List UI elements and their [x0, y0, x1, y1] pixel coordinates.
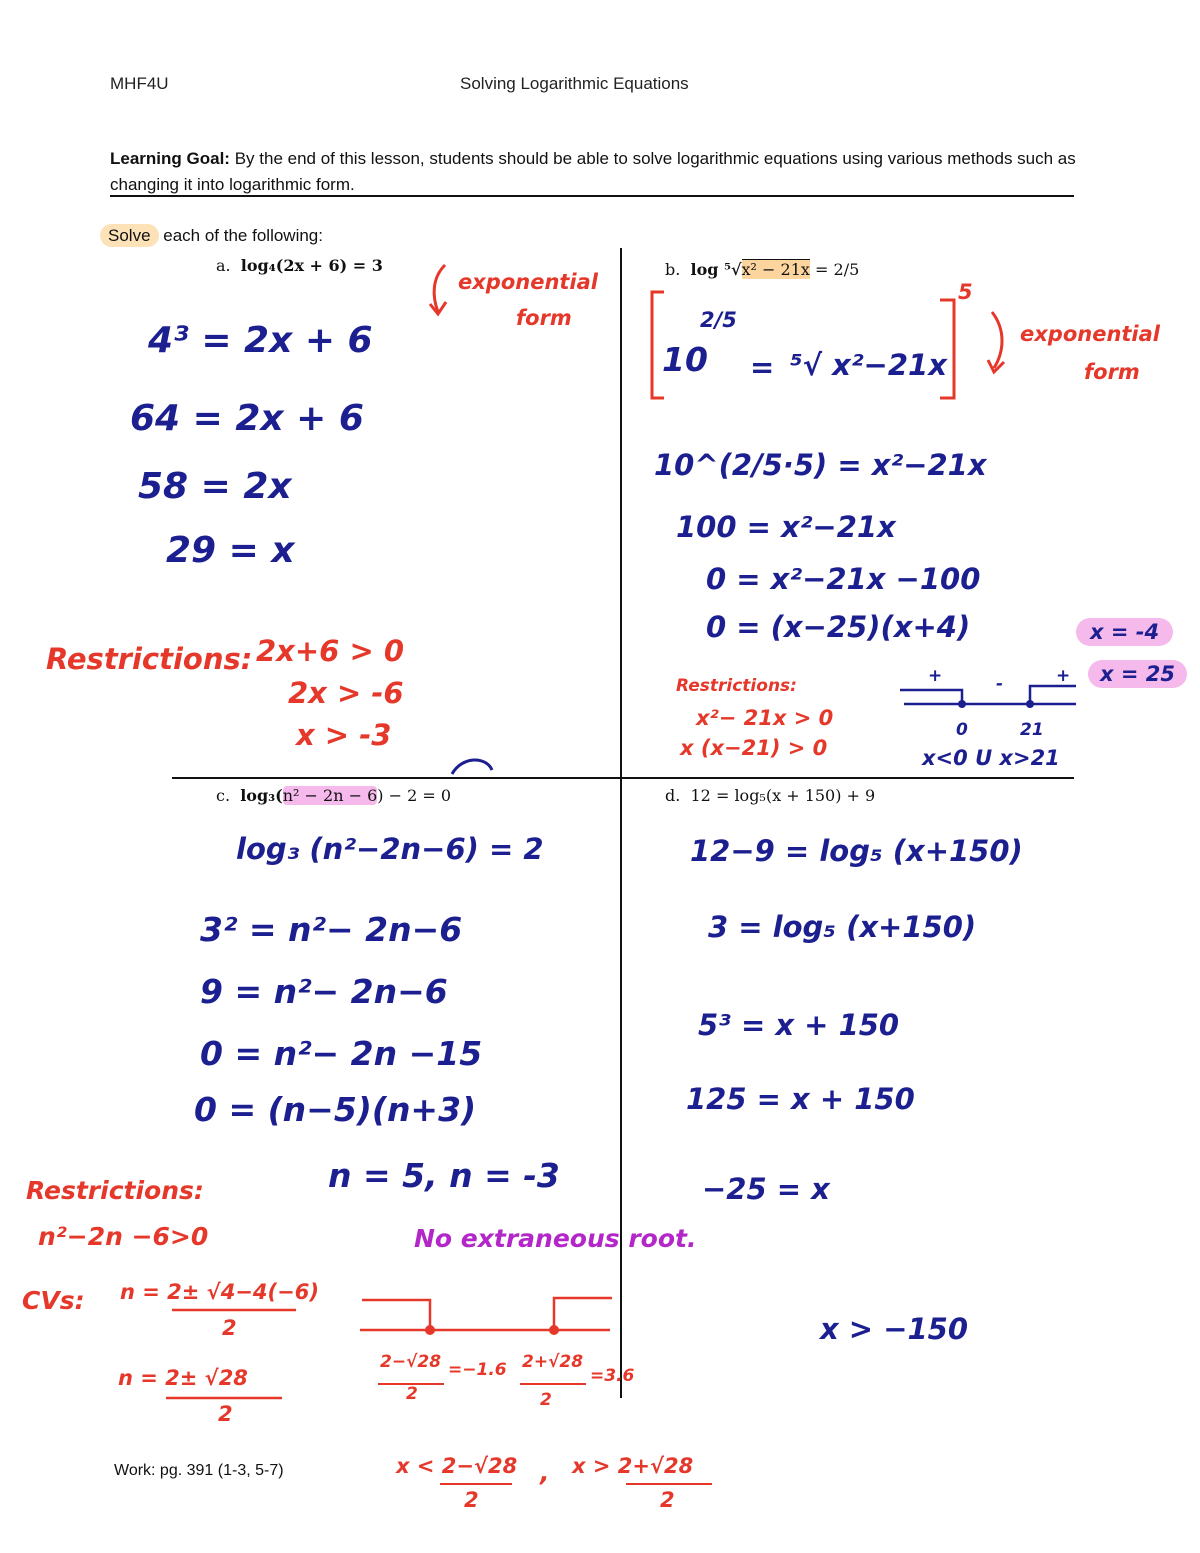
d-step-3: 5³ = x + 150 — [698, 1008, 900, 1042]
a-restriction-1: 2x+6 > 0 — [256, 634, 405, 668]
c-step-4: 0 = n²− 2n −15 — [200, 1034, 483, 1073]
b-note-exponential: exponential — [1020, 322, 1160, 346]
b-point-21 — [1026, 700, 1034, 708]
learning-goal-label: Learning Goal: — [110, 149, 230, 168]
problem-c: c. log₃(n² − 2n − 6) − 2 = 0 — [216, 786, 452, 805]
c-root-den-2: 2 — [540, 1390, 552, 1410]
b-sign-3: + — [1056, 666, 1071, 686]
b-exponent: 2/5 — [700, 308, 737, 332]
c-sign-bar-left — [362, 1300, 430, 1330]
c-root-label-1: 2−√28 — [380, 1352, 442, 1372]
c-cv-1: n = 2± √4−4(−6) — [120, 1280, 319, 1304]
learning-goal-text: By the end of this lesson, students should be able to solve logarithmic equations using various methods such as changing it into logarithmic form. — [110, 149, 1076, 194]
a-restriction-2: 2x > -6 — [288, 676, 404, 710]
b-interval: x<0 U x>21 — [922, 746, 1060, 770]
b-step-4: 0 = (x−25)(x+4) — [706, 610, 971, 644]
c-final-right: x > 2+√28 — [572, 1454, 694, 1478]
course-code: MHF4U — [110, 74, 169, 93]
c-final-left: x < 2−√28 — [396, 1454, 518, 1478]
a-step-4: 29 = x — [166, 530, 295, 571]
c-cv-1-den: 2 — [222, 1316, 237, 1340]
c-step-3: 9 = n²− 2n−6 — [200, 972, 448, 1011]
b-tick-0: 0 — [956, 720, 968, 740]
b-base-10: 10 — [662, 340, 708, 379]
c-cv-2: n = 2± √28 — [118, 1366, 248, 1390]
c-point-left — [425, 1325, 435, 1335]
a-restrictions-label: Restrictions: — [46, 642, 253, 676]
homework-note: Work: pg. 391 (1-3, 5-7) — [114, 1462, 284, 1479]
c-approx-1: =−1.6 — [448, 1360, 507, 1380]
c-final-right-den: 2 — [660, 1488, 675, 1512]
document-title: Solving Logarithmic Equations — [460, 74, 689, 93]
b-point-0 — [958, 700, 966, 708]
b-restriction-2: x (x−21) > 0 — [680, 736, 828, 760]
d-step-4: 125 = x + 150 — [686, 1082, 915, 1116]
problem-b: b. log ⁵√x² − 21x = 2/5 — [665, 260, 860, 279]
b-tick-21: 21 — [1020, 720, 1044, 740]
instruction-text: each of the following: — [163, 226, 323, 245]
b-sign-bar-left — [900, 690, 962, 704]
b-curved-arrow — [992, 312, 1002, 368]
c-roots: n = 5, n = -3 — [328, 1156, 560, 1195]
b-equals: = — [750, 350, 775, 384]
b-power-5: 5 — [958, 280, 973, 304]
c-final-comma: , — [540, 1458, 550, 1487]
b-right-bracket — [940, 300, 954, 398]
a-step-1: 4³ = 2x + 6 — [148, 320, 373, 361]
c-sign-bar-right — [554, 1298, 612, 1330]
problem-a: a. log₄(2x + 6) = 3 — [216, 256, 383, 275]
b-root-2: x = 25 — [1088, 660, 1187, 688]
solve-highlight: Solve — [100, 224, 159, 247]
b-note-form: form — [1084, 360, 1140, 384]
c-restrictions-label: Restrictions: — [26, 1176, 204, 1205]
a-note-exponential: exponential — [458, 270, 598, 294]
b-restriction-1: x²− 21x > 0 — [696, 706, 834, 730]
d-step-2: 3 = log₅ (x+150) — [708, 910, 977, 944]
b-restrictions-label: Restrictions: — [676, 676, 797, 696]
d-restriction: x > −150 — [820, 1312, 969, 1346]
b-sign-bar-right — [1030, 686, 1076, 704]
c-approx-2: =3.6 — [590, 1366, 635, 1386]
c-step-2: 3² = n²− 2n−6 — [200, 910, 463, 949]
c-curved-arrow — [452, 760, 492, 774]
b-step-2: 100 = x²−21x — [676, 510, 896, 544]
b-step-1: 10^(2/5·5) = x²−21x — [654, 448, 987, 482]
c-step-1: log₃ (n²−2n−6) = 2 — [236, 832, 544, 866]
c-root-label-2: 2+√28 — [522, 1352, 584, 1372]
c-cv-2-den: 2 — [218, 1402, 233, 1426]
c-point-right — [549, 1325, 559, 1335]
c-root-den-1: 2 — [406, 1384, 418, 1404]
d-step-1: 12−9 = log₅ (x+150) — [690, 834, 1023, 868]
b-left-bracket — [652, 292, 664, 398]
c-no-extraneous: No extraneous root. — [414, 1224, 697, 1253]
problem-d: d. 12 = log₅(x + 150) + 9 — [665, 786, 876, 805]
c-cvs-label: CVs: — [22, 1286, 85, 1315]
d-step-5: −25 = x — [702, 1172, 830, 1206]
a-step-3: 58 = 2x — [138, 466, 292, 507]
c-step-5: 0 = (n−5)(n+3) — [194, 1090, 477, 1129]
a-note-form: form — [516, 306, 572, 330]
c-restriction: n²−2n −6>0 — [38, 1222, 209, 1251]
b-sign-2: - — [996, 674, 1004, 694]
b-root-1: x = -4 — [1076, 618, 1173, 646]
a-restriction-3: x > -3 — [296, 718, 392, 752]
b-sign-1: + — [928, 666, 943, 686]
b-step-3: 0 = x²−21x −100 — [706, 562, 981, 596]
b-radical: ⁵√ x²−21x — [790, 348, 947, 382]
c-final-left-den: 2 — [464, 1488, 479, 1512]
a-step-2: 64 = 2x + 6 — [130, 398, 364, 439]
